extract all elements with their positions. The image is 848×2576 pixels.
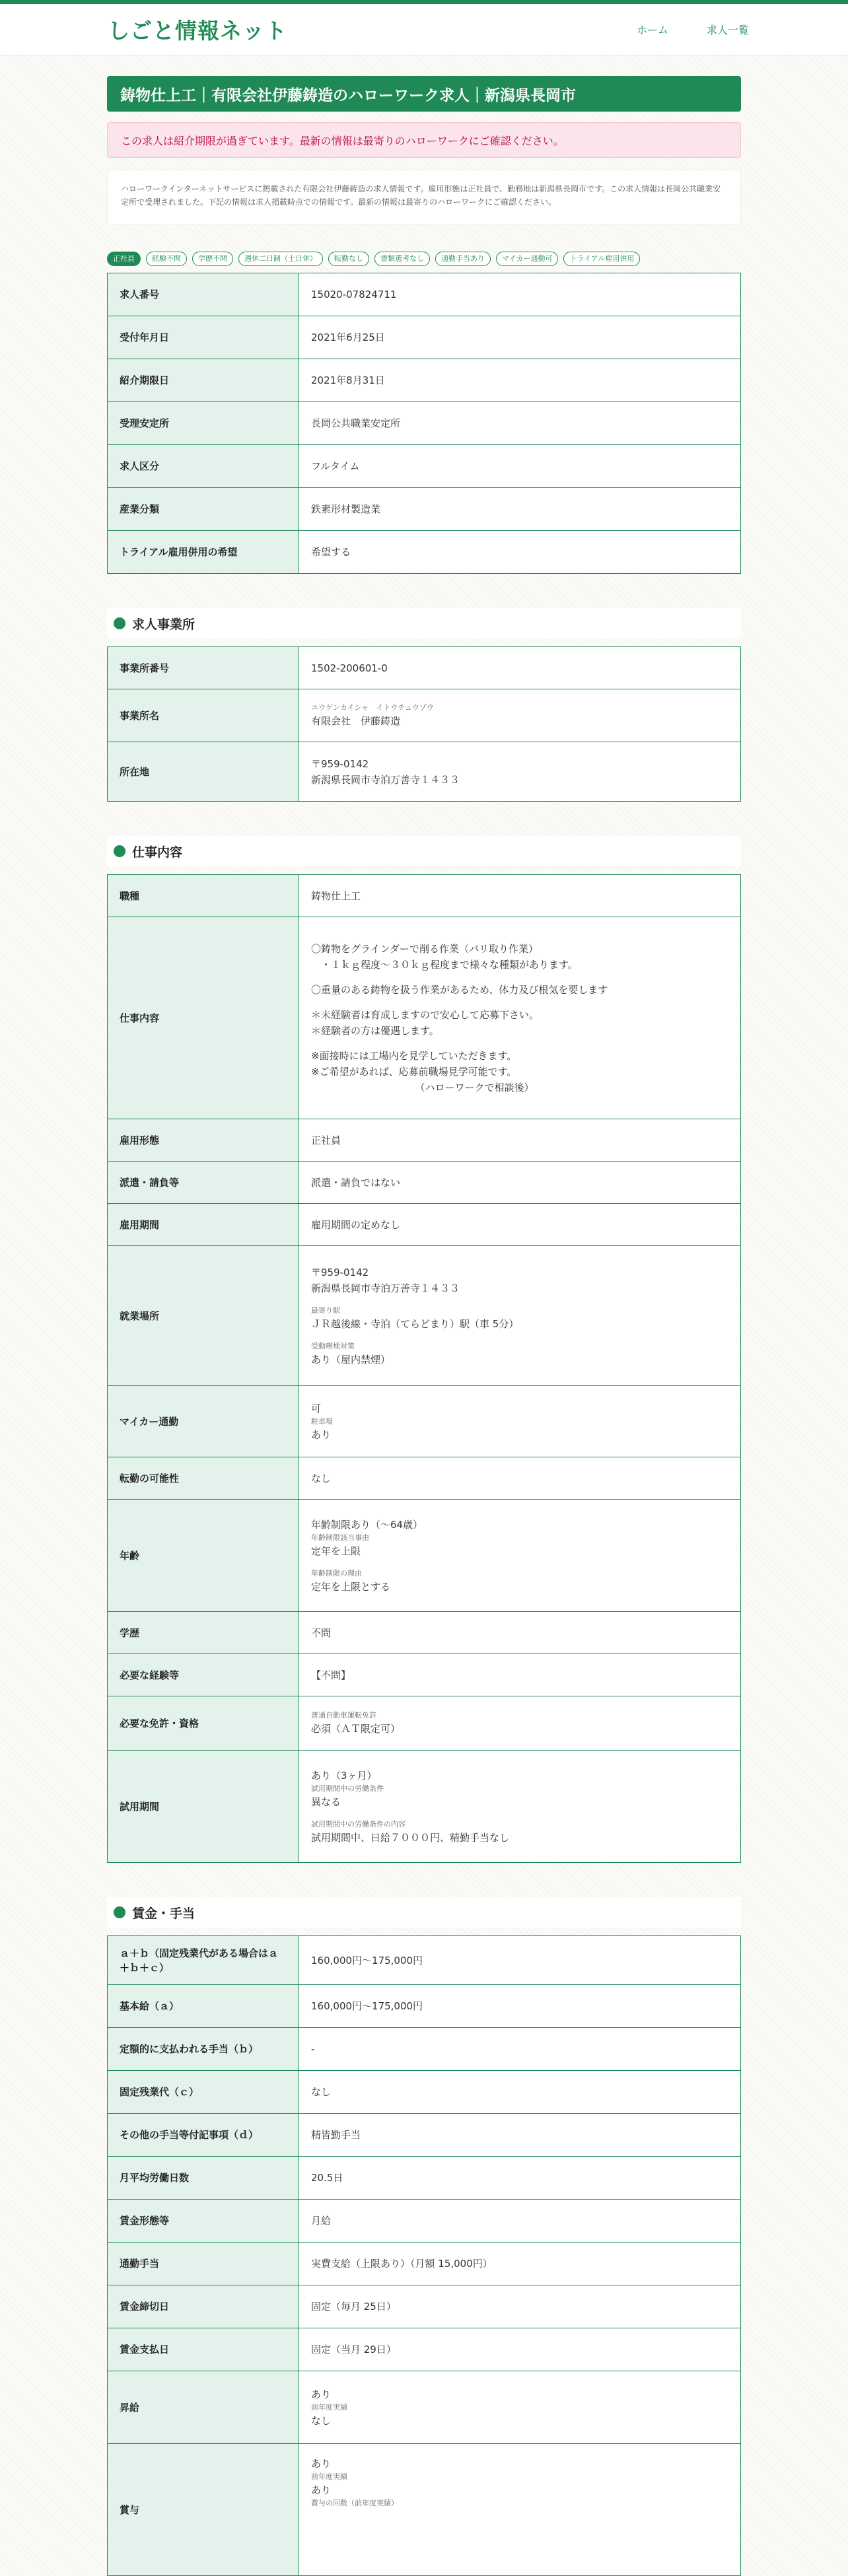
- table-row: トライアル雇用併用の希望 希望する: [108, 531, 741, 574]
- table-row: 賃金支払日 固定（当月 29日）: [108, 2328, 741, 2371]
- nav-home-link[interactable]: ホーム: [636, 24, 668, 36]
- table-row: 年齢 年齢制限あり（～64歳） 年齢制限該当事由 定年を上限 年齢制限の理由 定年を上限とする: [108, 1500, 741, 1612]
- site-header: [0, 4, 848, 55]
- tag-two-day-weekend: 週休二日制（土日休）: [238, 252, 323, 266]
- table-row: マイカー通勤 可 駐車場 あり: [108, 1386, 741, 1457]
- wage-table: [107, 1935, 741, 2576]
- main-content: [107, 55, 741, 2576]
- table-row: その他の手当等付記事項（ｄ） 精皆勤手当: [108, 2114, 741, 2157]
- table-row: 賞与 あり 前年度実績 あり 賞与の回数（前年度実績）: [108, 2444, 741, 2576]
- tag-no-experience: 経験不問: [146, 252, 187, 266]
- job-info-description: ハローワークインターネットサービスに掲載された有限会社伊藤鋳造の求人情報です。雇用形態は正社員で、勤務地は新潟県長岡市です。この求人情報は長岡公共職業安定所で受理されました。下記の情報は求人掲載時点での情報です。最新の情報は最寄りのハローワークにご確認ください。: [107, 170, 741, 225]
- table-row: 事業所名 ユウゲンカイシャ イトウチュウゾウ 有限会社 伊藤鋳造: [108, 689, 741, 742]
- section-title-wage: 賃金・手当: [107, 1897, 741, 1928]
- feature-tags: [107, 252, 741, 266]
- tag-car-commute: マイカー通勤可: [496, 252, 558, 266]
- table-row: 求人番号 15020-07824711: [108, 273, 741, 316]
- table-row: 昇給 あり 前年度実績 なし: [108, 2371, 741, 2444]
- page-title: 鋳物仕上工｜有限会社伊藤鋳造のハローワーク求人｜新潟県長岡市: [107, 76, 741, 112]
- table-row: 事業所番号 1502-200601-0: [108, 647, 741, 689]
- table-row: 仕事内容 〇鋳物をグラインダーで削る作業（バリ取り作業） ・１ｋｇ程度～３０ｋｇ程度まで様々な種類があります。 〇重量のある鋳物を扱う作業があるため、体力及び根気を要します ＊未経験者は育成しますので安心して応募下さい。 ＊経験者の方は優遇します。 ※面接時には工場内を見学していただきます。 ※ご希望があれば、応募前職場見学可能です。 （ハローワークで相談後）: [108, 917, 741, 1119]
- table-row: 産業分類 鉄素形材製造業: [108, 488, 741, 531]
- table-row: 雇用期間 雇用期間の定めなし: [108, 1204, 741, 1246]
- tag-no-education: 学歴不問: [192, 252, 233, 266]
- section-bullet-icon: [114, 617, 125, 629]
- table-row: 職種 鋳物仕上工: [108, 875, 741, 917]
- tag-trial-employment: トライアル雇用併用: [563, 252, 640, 266]
- table-row: 求人区分 フルタイム: [108, 445, 741, 488]
- section-bullet-icon: [114, 1906, 125, 1918]
- tag-full-time: 正社員: [107, 252, 141, 266]
- table-row: 紹介期限日 2021年8月31日: [108, 359, 741, 402]
- table-row: 必要な経験等 【不問】: [108, 1654, 741, 1696]
- section-title-office: 求人事業所: [107, 608, 741, 639]
- table-row: 転勤の可能性 なし: [108, 1457, 741, 1500]
- table-row: 定額的に支払われる手当（ｂ） -: [108, 2028, 741, 2071]
- expired-notice: この求人は紹介期限が過ぎています。最新の情報は最寄りのハローワークにご確認ください。: [107, 122, 741, 158]
- table-row: 受付年月日 2021年6月25日: [108, 316, 741, 359]
- table-row: 月平均労働日数 20.5日: [108, 2157, 741, 2200]
- summary-table: [107, 273, 741, 574]
- table-row: 受理安定所 長岡公共職業安定所: [108, 402, 741, 445]
- table-row: 必要な免許・資格 普通自動車運転免許 必須（ＡＴ限定可）: [108, 1696, 741, 1751]
- tag-no-transfer: 転勤なし: [328, 252, 369, 266]
- office-table: [107, 646, 741, 802]
- table-row: ａ＋ｂ（固定残業代がある場合はａ＋ｂ＋ｃ） 160,000円～175,000円: [108, 1936, 741, 1985]
- table-row: 派遣・請負等 派遣・請負ではない: [108, 1162, 741, 1204]
- nav-job-list-link[interactable]: 求人一覧: [706, 24, 749, 36]
- job-table: [107, 874, 741, 1863]
- table-row: 雇用形態 正社員: [108, 1119, 741, 1162]
- site-nav: [637, 22, 749, 37]
- site-logo[interactable]: しごと情報ネット: [108, 18, 287, 44]
- table-row: 通勤手当 実費支給（上限あり）（月額 15,000円）: [108, 2243, 741, 2285]
- table-row: 試用期間 あり（3ヶ月） 試用期間中の労働条件 異なる 試用期間中の労働条件の内容 試用期間中、日給７０００円、精勤手当なし: [108, 1751, 741, 1863]
- section-title-job: 仕事内容: [107, 836, 741, 866]
- table-row: 就業場所 〒959-0142 新潟県長岡市寺泊万善寺１４３３ 最寄り駅 ＪＲ越後線・寺泊（てらどまり）駅（車 5分） 受動喫煙対策 あり（屋内禁煙）: [108, 1246, 741, 1386]
- tag-no-document-screening: 書類選考なし: [374, 252, 430, 266]
- table-row: 所在地 〒959-0142 新潟県長岡市寺泊万善寺１４３３: [108, 742, 741, 802]
- table-row: 基本給（ａ） 160,000円～175,000円: [108, 1985, 741, 2028]
- table-row: 学歴 不問: [108, 1612, 741, 1654]
- table-row: 賃金締切日 固定（毎月 25日）: [108, 2285, 741, 2328]
- table-row: 固定残業代（ｃ） なし: [108, 2071, 741, 2114]
- table-row: 賃金形態等 月給: [108, 2200, 741, 2243]
- tag-commute-allowance: 通勤手当あり: [435, 252, 491, 266]
- section-bullet-icon: [114, 845, 125, 857]
